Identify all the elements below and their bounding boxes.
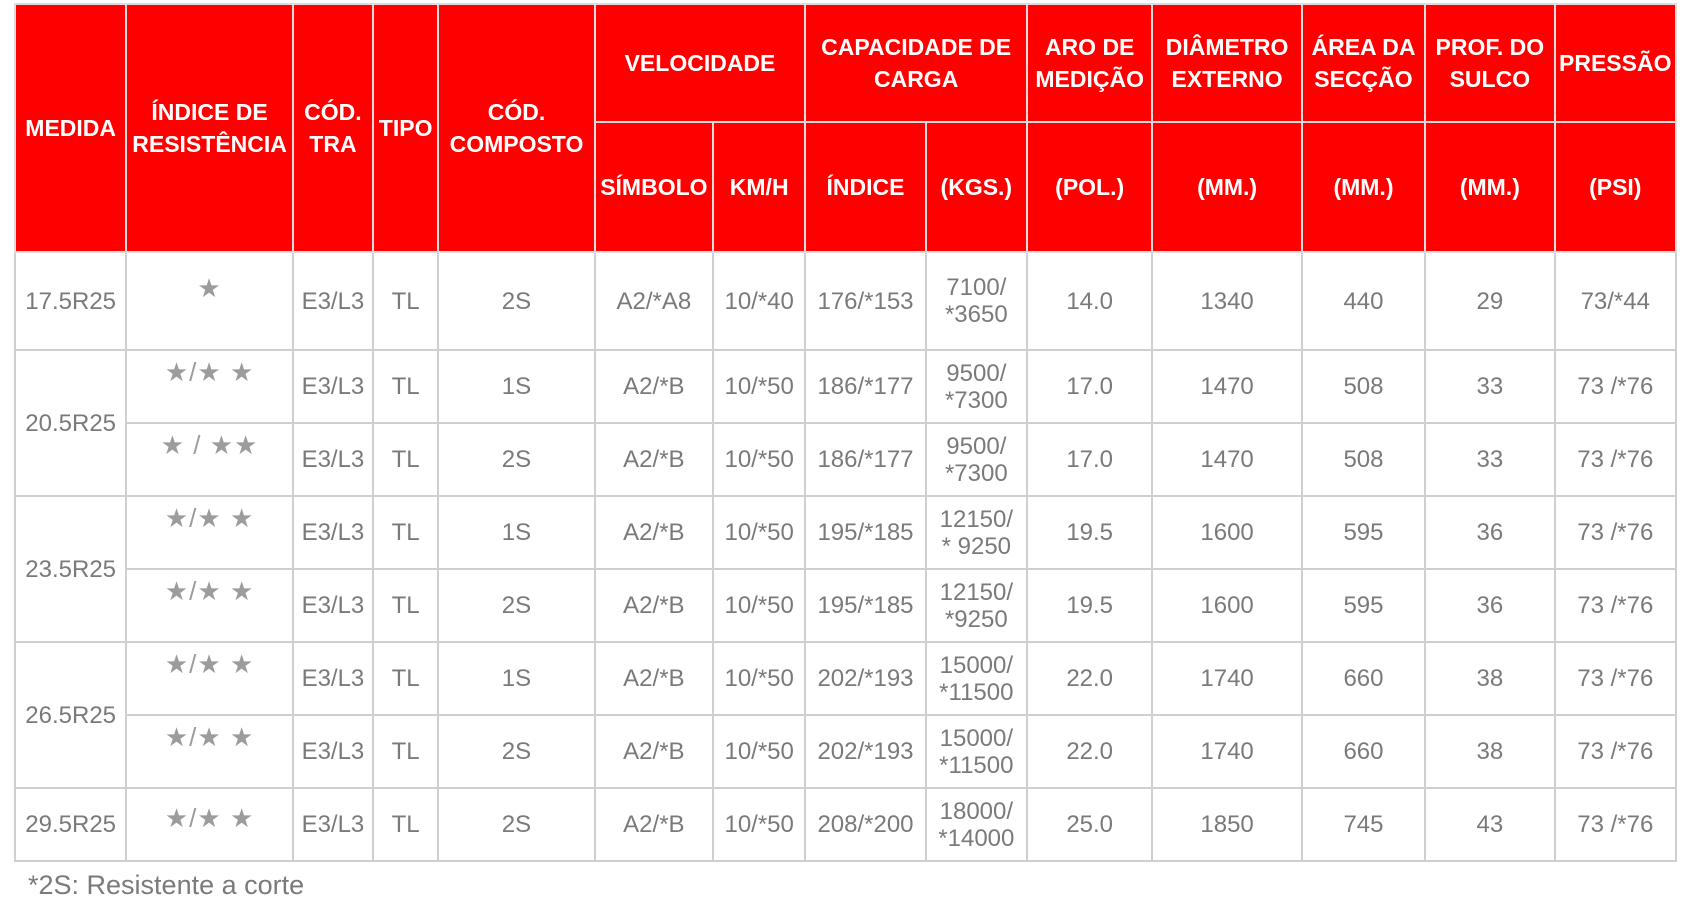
star-rating-icon: ★/★ ★ [164, 502, 255, 533]
table-row [15, 569, 1676, 642]
header-cod-tra: CÓD. TRA [293, 4, 373, 252]
cell-cod-composto: 1S [438, 350, 594, 423]
kgs-line-2: * 9250 [941, 532, 1012, 560]
cell-aro: 17.0 [1027, 423, 1152, 496]
cell-kmh: 10/*40 [713, 252, 805, 350]
cell-stars-wrap [126, 423, 292, 496]
header-row-top [15, 4, 1676, 122]
star-rating-icon: ★/★ ★ [164, 356, 255, 387]
kgs-line-1: 12150/ [939, 505, 1014, 533]
header-prof-sulco: PROF. DO SULCO [1425, 4, 1554, 122]
cell-indice: 176/*153 [805, 252, 925, 350]
cell-indice: 195/*185 [805, 569, 925, 642]
cell-diametro: 1600 [1152, 569, 1301, 642]
star-rating-icon: ★/★ ★ [164, 802, 255, 833]
header-indice: ÍNDICE [805, 122, 925, 252]
table-row [15, 496, 1676, 569]
kgs-line-1: 9500/ [946, 432, 1007, 460]
cell-kgs [926, 496, 1027, 569]
cell-prof: 33 [1425, 350, 1554, 423]
cell-area: 508 [1302, 423, 1425, 496]
cell-kmh: 10/*50 [713, 496, 805, 569]
cell-aro: 22.0 [1027, 715, 1152, 788]
cell-simbolo: A2/*B [595, 642, 713, 715]
cell-kmh: 10/*50 [713, 715, 805, 788]
header-mm-diametro: (MM.) [1152, 122, 1301, 252]
cell-aro: 19.5 [1027, 569, 1152, 642]
kgs-line-2: *14000 [938, 824, 1015, 852]
cell-kgs [926, 350, 1027, 423]
header-cod-composto: CÓD. COMPOSTO [438, 4, 594, 252]
cell-area: 595 [1302, 569, 1425, 642]
tire-spec-table [14, 3, 1677, 862]
cell-pressao: 73 /*76 [1555, 350, 1676, 423]
cell-cod-tra: E3/L3 [293, 496, 373, 569]
cell-area: 508 [1302, 350, 1425, 423]
cell-diametro: 1850 [1152, 788, 1301, 861]
cell-tipo: TL [373, 715, 438, 788]
cell-pressao: 73 /*76 [1555, 642, 1676, 715]
star-rating-icon: ★/★ ★ [164, 721, 255, 752]
cell-prof: 38 [1425, 642, 1554, 715]
cell-stars-wrap [126, 788, 292, 861]
cell-cod-tra: E3/L3 [293, 642, 373, 715]
cell-tipo: TL [373, 496, 438, 569]
header-psi: (PSI) [1555, 122, 1676, 252]
cell-kmh: 10/*50 [713, 350, 805, 423]
cell-indice: 202/*193 [805, 715, 925, 788]
cell-indice: 208/*200 [805, 788, 925, 861]
header-kgs: (KGS.) [926, 122, 1027, 252]
cell-pressao: 73 /*76 [1555, 423, 1676, 496]
cell-medida: 29.5R25 [15, 788, 126, 861]
cell-indice: 202/*193 [805, 642, 925, 715]
cell-stars-wrap [126, 496, 292, 569]
cell-simbolo: A2/*B [595, 788, 713, 861]
cell-medida: 17.5R25 [15, 252, 126, 350]
header-tipo: TIPO [373, 4, 438, 252]
cell-prof: 38 [1425, 715, 1554, 788]
cell-prof: 29 [1425, 252, 1554, 350]
cell-kgs [926, 642, 1027, 715]
cell-stars-wrap [126, 642, 292, 715]
cell-medida: 23.5R25 [15, 496, 126, 642]
header-pressao: PRESSÃO [1555, 4, 1676, 122]
cell-cod-composto: 2S [438, 569, 594, 642]
cell-area: 660 [1302, 642, 1425, 715]
cell-prof: 36 [1425, 569, 1554, 642]
kgs-line-2: *3650 [944, 301, 1008, 328]
cell-kgs [926, 423, 1027, 496]
star-rating-icon: ★/★ ★ [164, 648, 255, 679]
cell-tipo: TL [373, 252, 438, 350]
cell-prof: 43 [1425, 788, 1554, 861]
kgs-line-2: *7300 [944, 386, 1008, 414]
table-row [15, 350, 1676, 423]
cell-kmh: 10/*50 [713, 788, 805, 861]
cell-stars-wrap [126, 350, 292, 423]
cell-pressao: 73 /*76 [1555, 496, 1676, 569]
cell-pressao: 73 /*76 [1555, 788, 1676, 861]
cell-diametro: 1740 [1152, 715, 1301, 788]
cell-indice: 186/*177 [805, 350, 925, 423]
cell-diametro: 1600 [1152, 496, 1301, 569]
cell-diametro: 1740 [1152, 642, 1301, 715]
cell-cod-composto: 2S [438, 423, 594, 496]
cell-kmh: 10/*50 [713, 642, 805, 715]
cell-simbolo: A2/*B [595, 496, 713, 569]
header-pol: (POL.) [1027, 122, 1152, 252]
cell-kgs [926, 715, 1027, 788]
cell-simbolo: A2/*B [595, 715, 713, 788]
kgs-line-1: 18000/ [939, 797, 1014, 825]
cell-diametro: 1470 [1152, 423, 1301, 496]
cell-tipo: TL [373, 642, 438, 715]
table-row [15, 423, 1676, 496]
cell-kmh: 10/*50 [713, 423, 805, 496]
cell-indice: 195/*185 [805, 496, 925, 569]
cell-stars-wrap [126, 252, 292, 350]
cell-kmh: 10/*50 [713, 569, 805, 642]
cell-aro: 14.0 [1027, 252, 1152, 350]
table-row [15, 788, 1676, 861]
cell-prof: 33 [1425, 423, 1554, 496]
cell-kgs [926, 788, 1027, 861]
kgs-line-1: 15000/ [939, 651, 1014, 679]
cell-cod-composto: 2S [438, 252, 594, 350]
kgs-line-1: 7100/ [946, 274, 1007, 301]
cell-cod-tra: E3/L3 [293, 715, 373, 788]
cell-area: 440 [1302, 252, 1425, 350]
cell-kgs [926, 252, 1027, 350]
cell-cod-composto: 2S [438, 715, 594, 788]
table-row [15, 642, 1676, 715]
header-capacidade-carga: CAPACIDADE DE CARGA [805, 4, 1027, 122]
cell-area: 595 [1302, 496, 1425, 569]
cell-aro: 17.0 [1027, 350, 1152, 423]
header-diametro-externo: DIÂMETRO EXTERNO [1152, 4, 1301, 122]
cell-tipo: TL [373, 788, 438, 861]
cell-tipo: TL [373, 350, 438, 423]
cell-stars-wrap [126, 569, 292, 642]
cell-cod-tra: E3/L3 [293, 788, 373, 861]
cell-diametro: 1470 [1152, 350, 1301, 423]
cell-prof: 36 [1425, 496, 1554, 569]
cell-cod-composto: 1S [438, 642, 594, 715]
kgs-line-1: 9500/ [946, 359, 1007, 387]
cell-medida: 26.5R25 [15, 642, 126, 788]
header-medida: MEDIDA [15, 4, 126, 252]
cell-simbolo: A2/*A8 [595, 252, 713, 350]
cell-simbolo: A2/*B [595, 350, 713, 423]
header-kmh: KM/H [713, 122, 805, 252]
kgs-line-2: *11500 [939, 678, 1014, 706]
cell-cod-tra: E3/L3 [293, 423, 373, 496]
cell-aro: 25.0 [1027, 788, 1152, 861]
header-velocidade: VELOCIDADE [595, 4, 806, 122]
cell-cod-composto: 2S [438, 788, 594, 861]
kgs-line-2: *11500 [939, 751, 1014, 779]
table-row [15, 715, 1676, 788]
kgs-line-1: 15000/ [939, 724, 1014, 752]
cell-area: 745 [1302, 788, 1425, 861]
cell-aro: 22.0 [1027, 642, 1152, 715]
cell-area: 660 [1302, 715, 1425, 788]
cell-aro: 19.5 [1027, 496, 1152, 569]
cell-simbolo: A2/*B [595, 569, 713, 642]
star-rating-icon: ★ / ★★ [160, 429, 259, 460]
header-area-seccao: ÁREA DA SECÇÃO [1302, 4, 1425, 122]
cell-tipo: TL [373, 569, 438, 642]
cell-pressao: 73 /*76 [1555, 569, 1676, 642]
header-indice-resistencia: ÍNDICE DE RESISTÊNCIA [126, 4, 292, 252]
header-mm-prof: (MM.) [1425, 122, 1554, 252]
cell-pressao: 73 /*76 [1555, 715, 1676, 788]
star-rating-icon: ★ [197, 273, 222, 303]
cell-indice: 186/*177 [805, 423, 925, 496]
cell-tipo: TL [373, 423, 438, 496]
cell-medida: 20.5R25 [15, 350, 126, 496]
kgs-line-1: 12150/ [939, 578, 1014, 606]
kgs-line-2: *7300 [944, 459, 1008, 487]
table-row [15, 252, 1676, 350]
cell-cod-tra: E3/L3 [293, 350, 373, 423]
header-mm-area: (MM.) [1302, 122, 1425, 252]
star-rating-icon: ★/★ ★ [164, 575, 255, 606]
cell-diametro: 1340 [1152, 252, 1301, 350]
cell-cod-composto: 1S [438, 496, 594, 569]
header-aro-medicao: ARO DE MEDIÇÃO [1027, 4, 1152, 122]
cell-pressao: 73/*44 [1555, 252, 1676, 350]
cell-stars-wrap [126, 715, 292, 788]
cell-simbolo: A2/*B [595, 423, 713, 496]
cell-cod-tra: E3/L3 [293, 252, 373, 350]
cell-kgs [926, 569, 1027, 642]
kgs-line-2: *9250 [944, 605, 1008, 633]
cell-cod-tra: E3/L3 [293, 569, 373, 642]
header-simbolo: SÍMBOLO [595, 122, 713, 252]
footnote: *2S: Resistente a corte [28, 870, 305, 900]
